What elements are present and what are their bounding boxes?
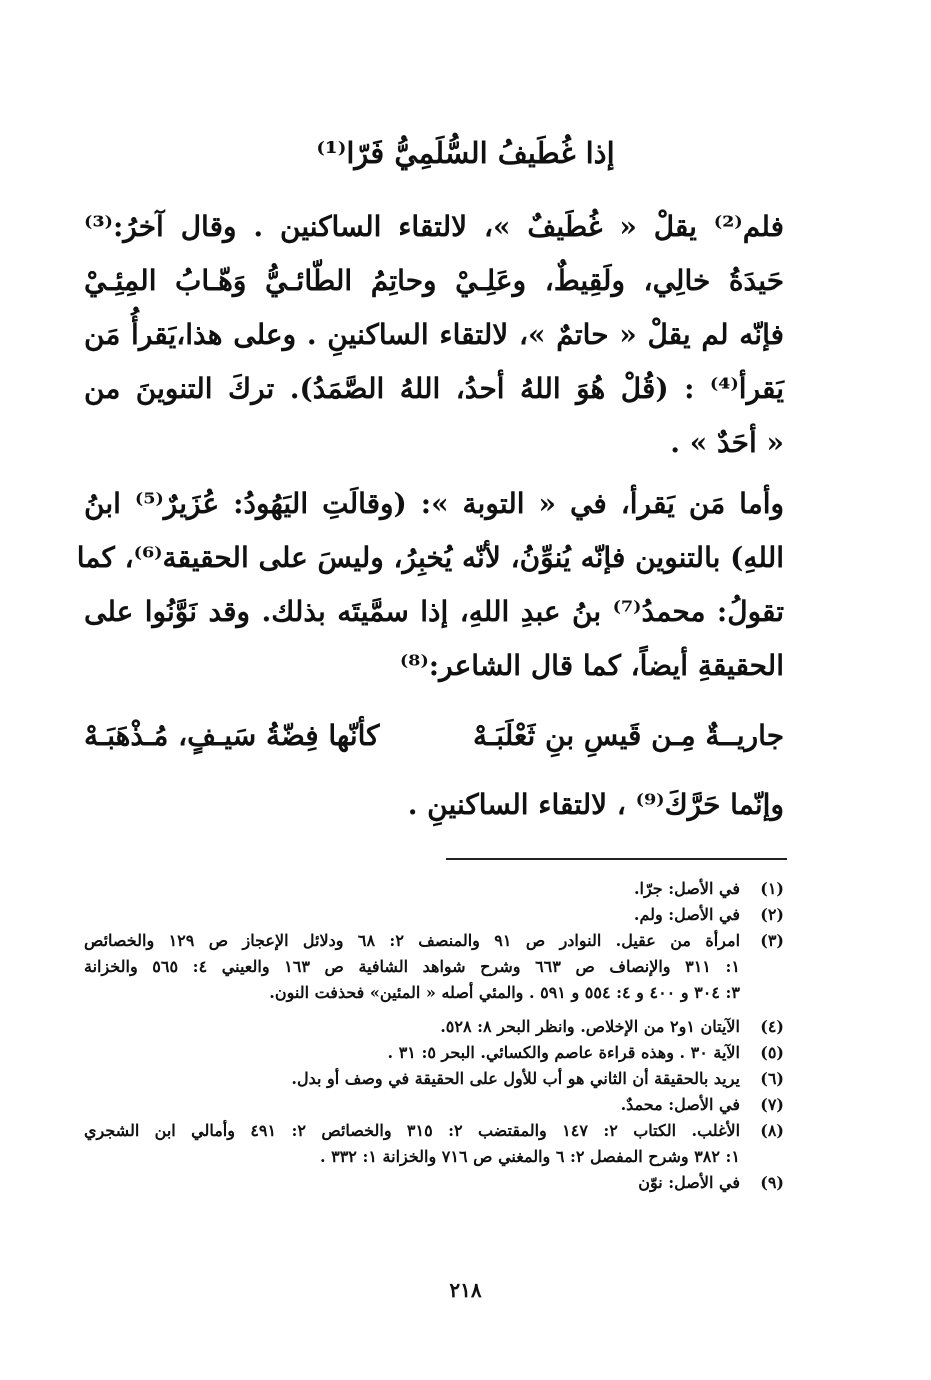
paragraph-1 (84, 200, 784, 470)
text-line: الحقيقةِ أيضاً، كما قال الشاعر:⁽⁸⁾ (399, 649, 784, 682)
footnote-number: (٨) (760, 1121, 784, 1140)
verse-couplet (84, 709, 784, 763)
text-line: فإنّه لم يقلْ « حاتمٌ »، لالتقاء الساكنينِ . وعلى هذا،يَقرأُ مَن (84, 318, 784, 351)
text-line: « أحَدٌ » . (670, 426, 784, 459)
footnotes (84, 876, 784, 1196)
footnote (84, 928, 784, 1006)
footnote-text: ١: ٣١١ والإنصاف ص ٦٦٣ وشرح شواهد الشافية ص ١٦٣ والعيني ٤: ٥٦٥ والخزانة (84, 957, 740, 976)
footnote-text: امرأة من عقيل. النوادر ص ٩١ والمنصف ٢: ٦٨ ودلائل الإعجاز ص ١٢٩ والخصائص (84, 931, 741, 950)
page-number: ٢١٨ (449, 1278, 482, 1302)
footnote-divider (446, 858, 787, 860)
footnote-text: ٣: ٣٠٤ و ٤٠٠ و ٤: ٥٥٤ و ٥٩١ . والمئي أصله « المئين» فحذفت النون. (269, 983, 740, 1002)
text-line: وأما مَن يَقرأ، في « التوبة »: (وقالَتِ اليَهُودُ: عُزَيرٌ⁽⁵⁾ ابنُ (84, 487, 784, 520)
text-line: اللهِ) بالتنوين فإنّه يُنوِّنُ، لأنّه يُخبِرُ، وليسَ على الحقيقة⁽⁶⁾، كما (76, 541, 784, 574)
footnote (84, 1092, 784, 1118)
footnote (84, 1118, 784, 1170)
footnote-text: في الأصل: جرّا. (633, 879, 740, 898)
footnote-number: (٥) (760, 1043, 784, 1062)
footnote-number: (٣) (760, 931, 784, 950)
text-line: يَقرأ⁽⁴⁾ : (قُلْ هُوَ اللهُ أحدُ، اللهُ الصَّمَدُ). تركَ التنوينَ من (84, 372, 784, 405)
footnote-text: الأغلب. الكتاب ٢: ١٤٧ والمقتضب ٢: ٣١٥ والخصائص ٢: ٤٩١ وأمالي ابن الشجري (84, 1121, 741, 1140)
verse-hemistich-right: جاريــةٌ مِـن قَيسِ بنِ ثَعْلَبَـهْ (473, 719, 784, 752)
footnote (84, 1170, 784, 1196)
footnote-text: الآية ٣٠ . وهذه قراءة عاصم والكسائي. البحر ٥: ٣١ . (387, 1043, 740, 1062)
footnote-number: (٢) (760, 905, 784, 924)
text-line: فلم⁽²⁾ يقلْ « غُطَيفٌ »، لالتقاء الساكنين . وقال آخرُ:⁽³⁾ (84, 210, 784, 243)
paragraph-2 (76, 477, 784, 693)
footnote-number: (٤) (760, 1017, 784, 1036)
verse-line: إذا غُطَيفُ السُّلَمِيُّ فَرّا⁽¹⁾ (316, 136, 615, 170)
verse-line: حَيدَةُ خالِي، ولَقِيطٌ، وعَلِـيْ وحاتِمُ الطّائـيُّ وَهّـابُ المِئِـيْ (84, 264, 784, 297)
footnote-text: في الأصل: ولم. (633, 905, 740, 924)
footnote-number: (٩) (760, 1173, 784, 1192)
footnote-text: يريد بالحقيقة أن الثاني هو أب للأول على الحقيقة في وصف أو بدل. (291, 1069, 740, 1088)
footnote (84, 1040, 784, 1066)
text-line: تقولُ: محمدُ⁽⁷⁾ بنُ عبدِ اللهِ، إذا سمَّيتَه بذلك. وقد نَوَّنُوا على (84, 595, 784, 628)
footnote-number: (٧) (760, 1095, 784, 1114)
text-line: وإنّما حَرَّكَ⁽⁹⁾ ، لالتقاء الساكنينِ . (407, 788, 784, 821)
paragraph-4 (84, 778, 784, 832)
footnote-number: (٦) (760, 1069, 784, 1088)
footnote (84, 902, 784, 928)
footnote (84, 876, 784, 902)
footnote-text: في الأصل: محمدٌ. (620, 1095, 740, 1114)
footnote-text: في الأصل: نوّن (638, 1173, 740, 1192)
footnote (84, 1014, 784, 1040)
footnote-text: الآيتان ١و٢ من الإخلاص. وانظر البحر ٨: ٥٢٨. (440, 1017, 740, 1036)
verse-hemistich-left: كأنّها فِضّةُ سَيـفٍ، مُـذْهَبَـهْ (84, 719, 380, 752)
footnote-number: (١) (760, 879, 784, 898)
footnote-text: ١: ٣٨٢ وشرح المفصل ٢: ٦ والمغني ص ٧١٦ والخزانة ١: ٣٣٢ . (319, 1147, 740, 1166)
footnote (84, 1066, 784, 1092)
